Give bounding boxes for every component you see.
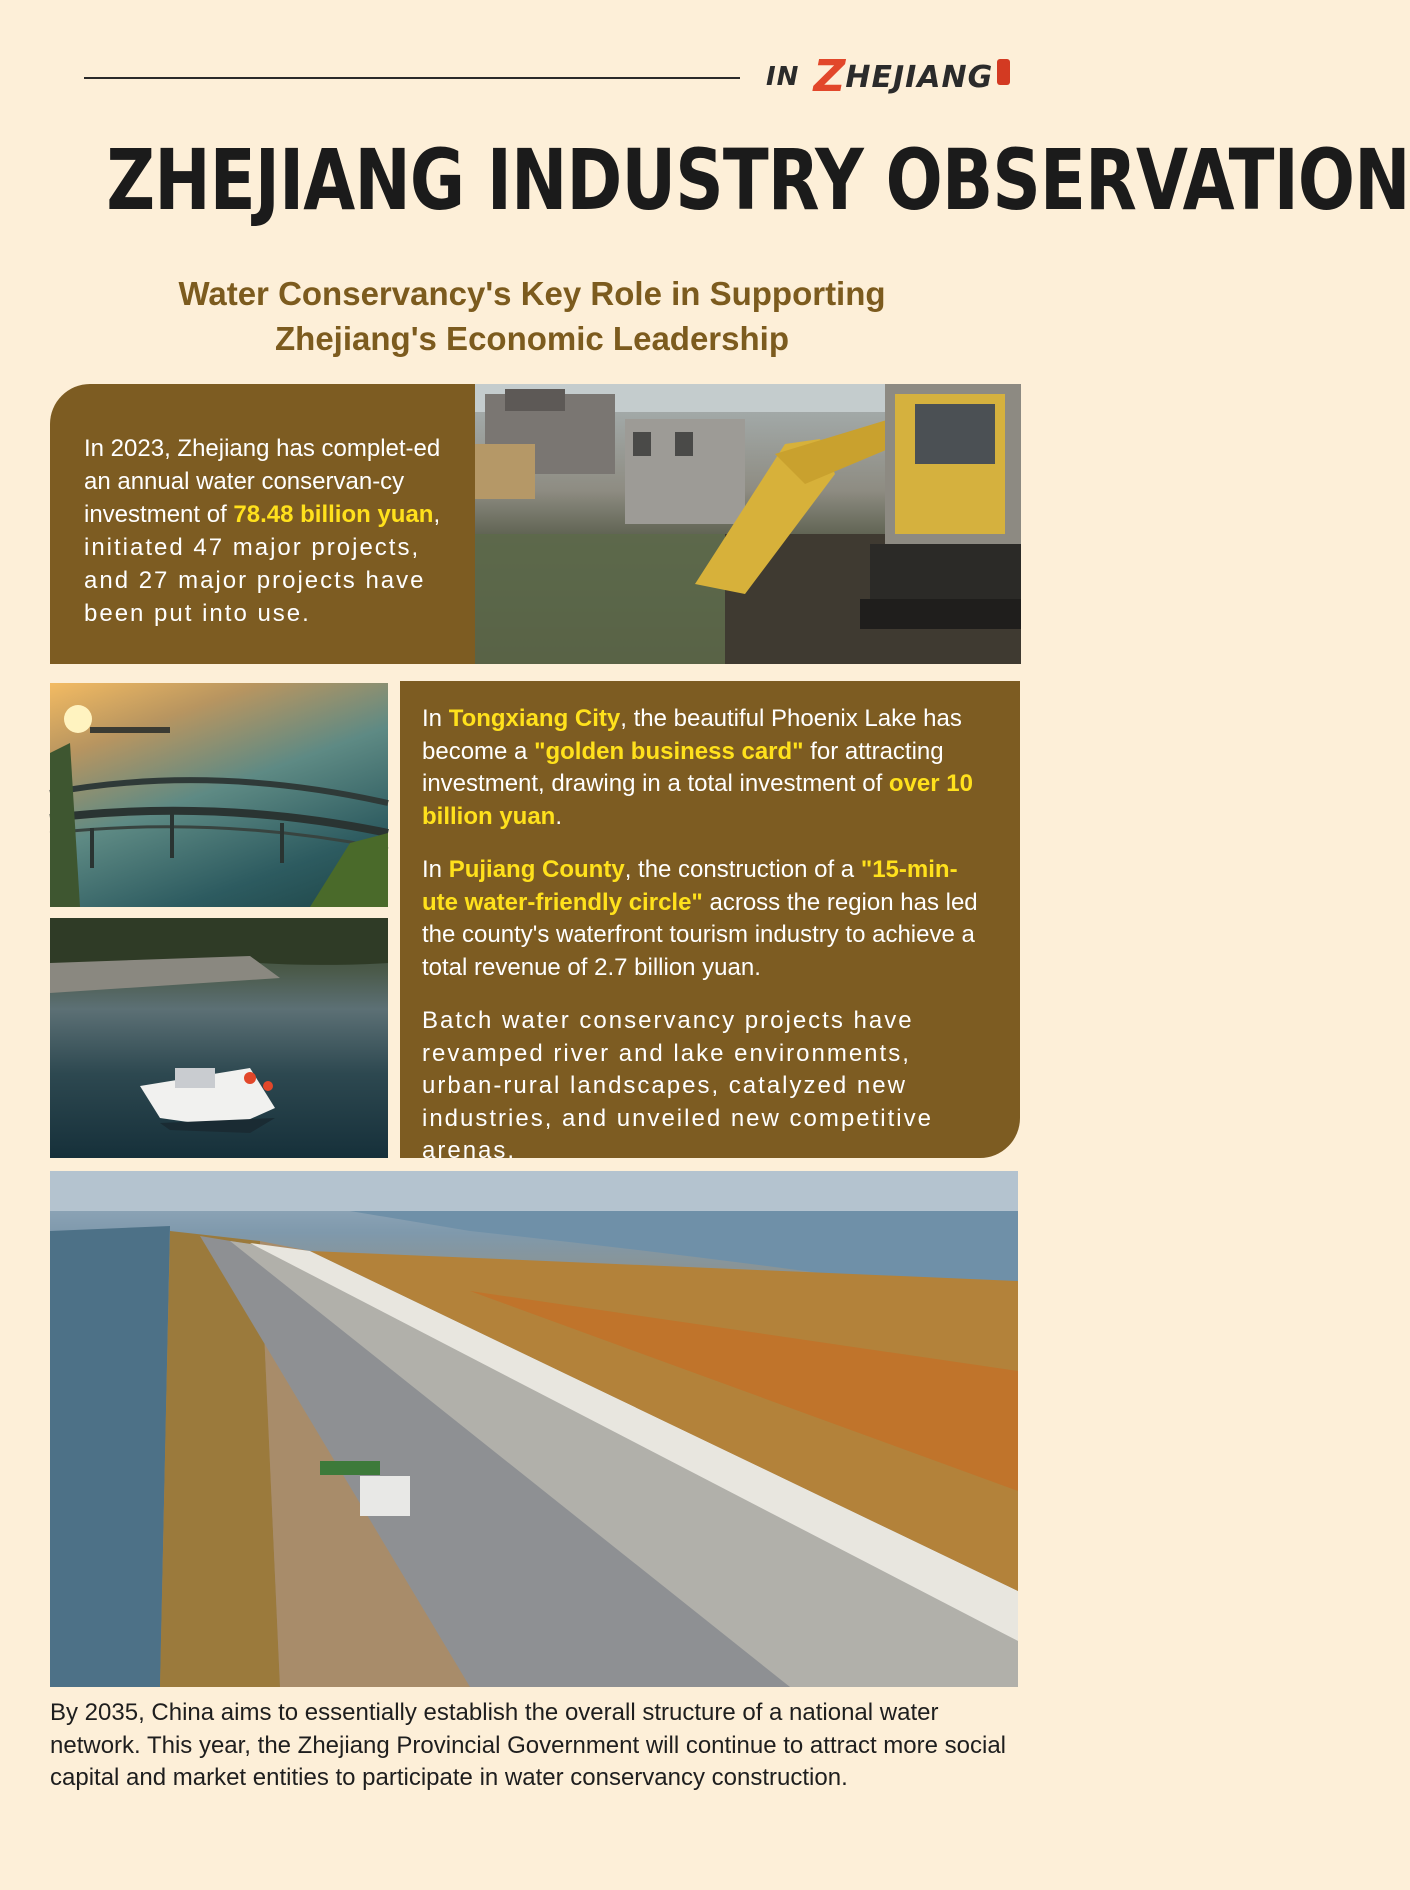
pujiang-s2: , the construction of a [624,856,861,883]
patrol-boat-photo [50,918,388,1158]
intro-pre: In 2023, Zhejiang has complet-ed an annual water conservan-cy investment of [84,435,441,528]
excavator-photo [475,384,1021,664]
brand-rest: HEJIANG [845,59,994,95]
pujiang-h1: Pujiang County [448,856,625,883]
intro-text [84,432,444,630]
page-title: ZHEJIANG INDUSTRY OBSERVATION [106,131,1410,229]
embankment-photo [50,1171,1018,1687]
brand-logo [766,52,1010,102]
boat-illustration [50,918,388,1158]
bridge-lake-photo [50,683,388,907]
brand-in: IN [766,62,800,92]
tongxiang-h3: over 10 billion yuan [422,770,973,830]
pujiang-h2: "15-min-ute water-friendly circle" [422,856,958,916]
intro-post: , initiated 47 major projects, and 27 major projects have been put into use. [84,501,443,627]
tongxiang-h2: "golden business card" [534,737,804,765]
intro-panel [50,384,475,664]
footer-paragraph: By 2035, China aims to essentially establish the overall structure of a national water network. This year, the Zhejiang Provincial Government will continue to attract more social capital and market entities to participate in water conservancy construction. [50,1699,1006,1791]
tongxiang-paragraph [422,703,992,833]
tongxiang-s2: , the beautiful Phoenix Lake has become a [422,705,962,765]
embankment-illustration [50,1171,1018,1687]
excavator-illustration [475,384,1021,664]
batch-paragraph: Batch water conservancy projects have revamped river and lake environments, urban-rural landscapes, catalyzed new industries, and unveiled new competitive arenas. [422,1007,933,1164]
header-rule [84,77,740,79]
subtitle-line-2: Zhejiang's Economic Leadership [275,320,789,357]
subtitle [0,271,1064,361]
tongxiang-s3: for attracting investment, drawing in a total investment of [422,737,944,797]
tongxiang-h1: Tongxiang City [448,705,621,732]
intro-highlight: 78.48 billion yuan [233,501,434,528]
brand-z: Z [813,51,846,102]
bridge-illustration [50,683,388,907]
pujiang-s3: across the region has led the county's waterfront tourism industry to achieve a total revenue of 2.7 billion yuan. [422,888,978,981]
projects-panel [400,681,1020,1164]
subtitle-line-1: Water Conservancy's Key Role in Supporting [178,275,886,312]
pujiang-s1: In [422,856,449,883]
tongxiang-s4: . [555,802,563,830]
projects-text [422,703,992,1189]
seal-icon [997,59,1010,85]
pujiang-paragraph [422,854,992,984]
tongxiang-s1: In [422,705,449,732]
